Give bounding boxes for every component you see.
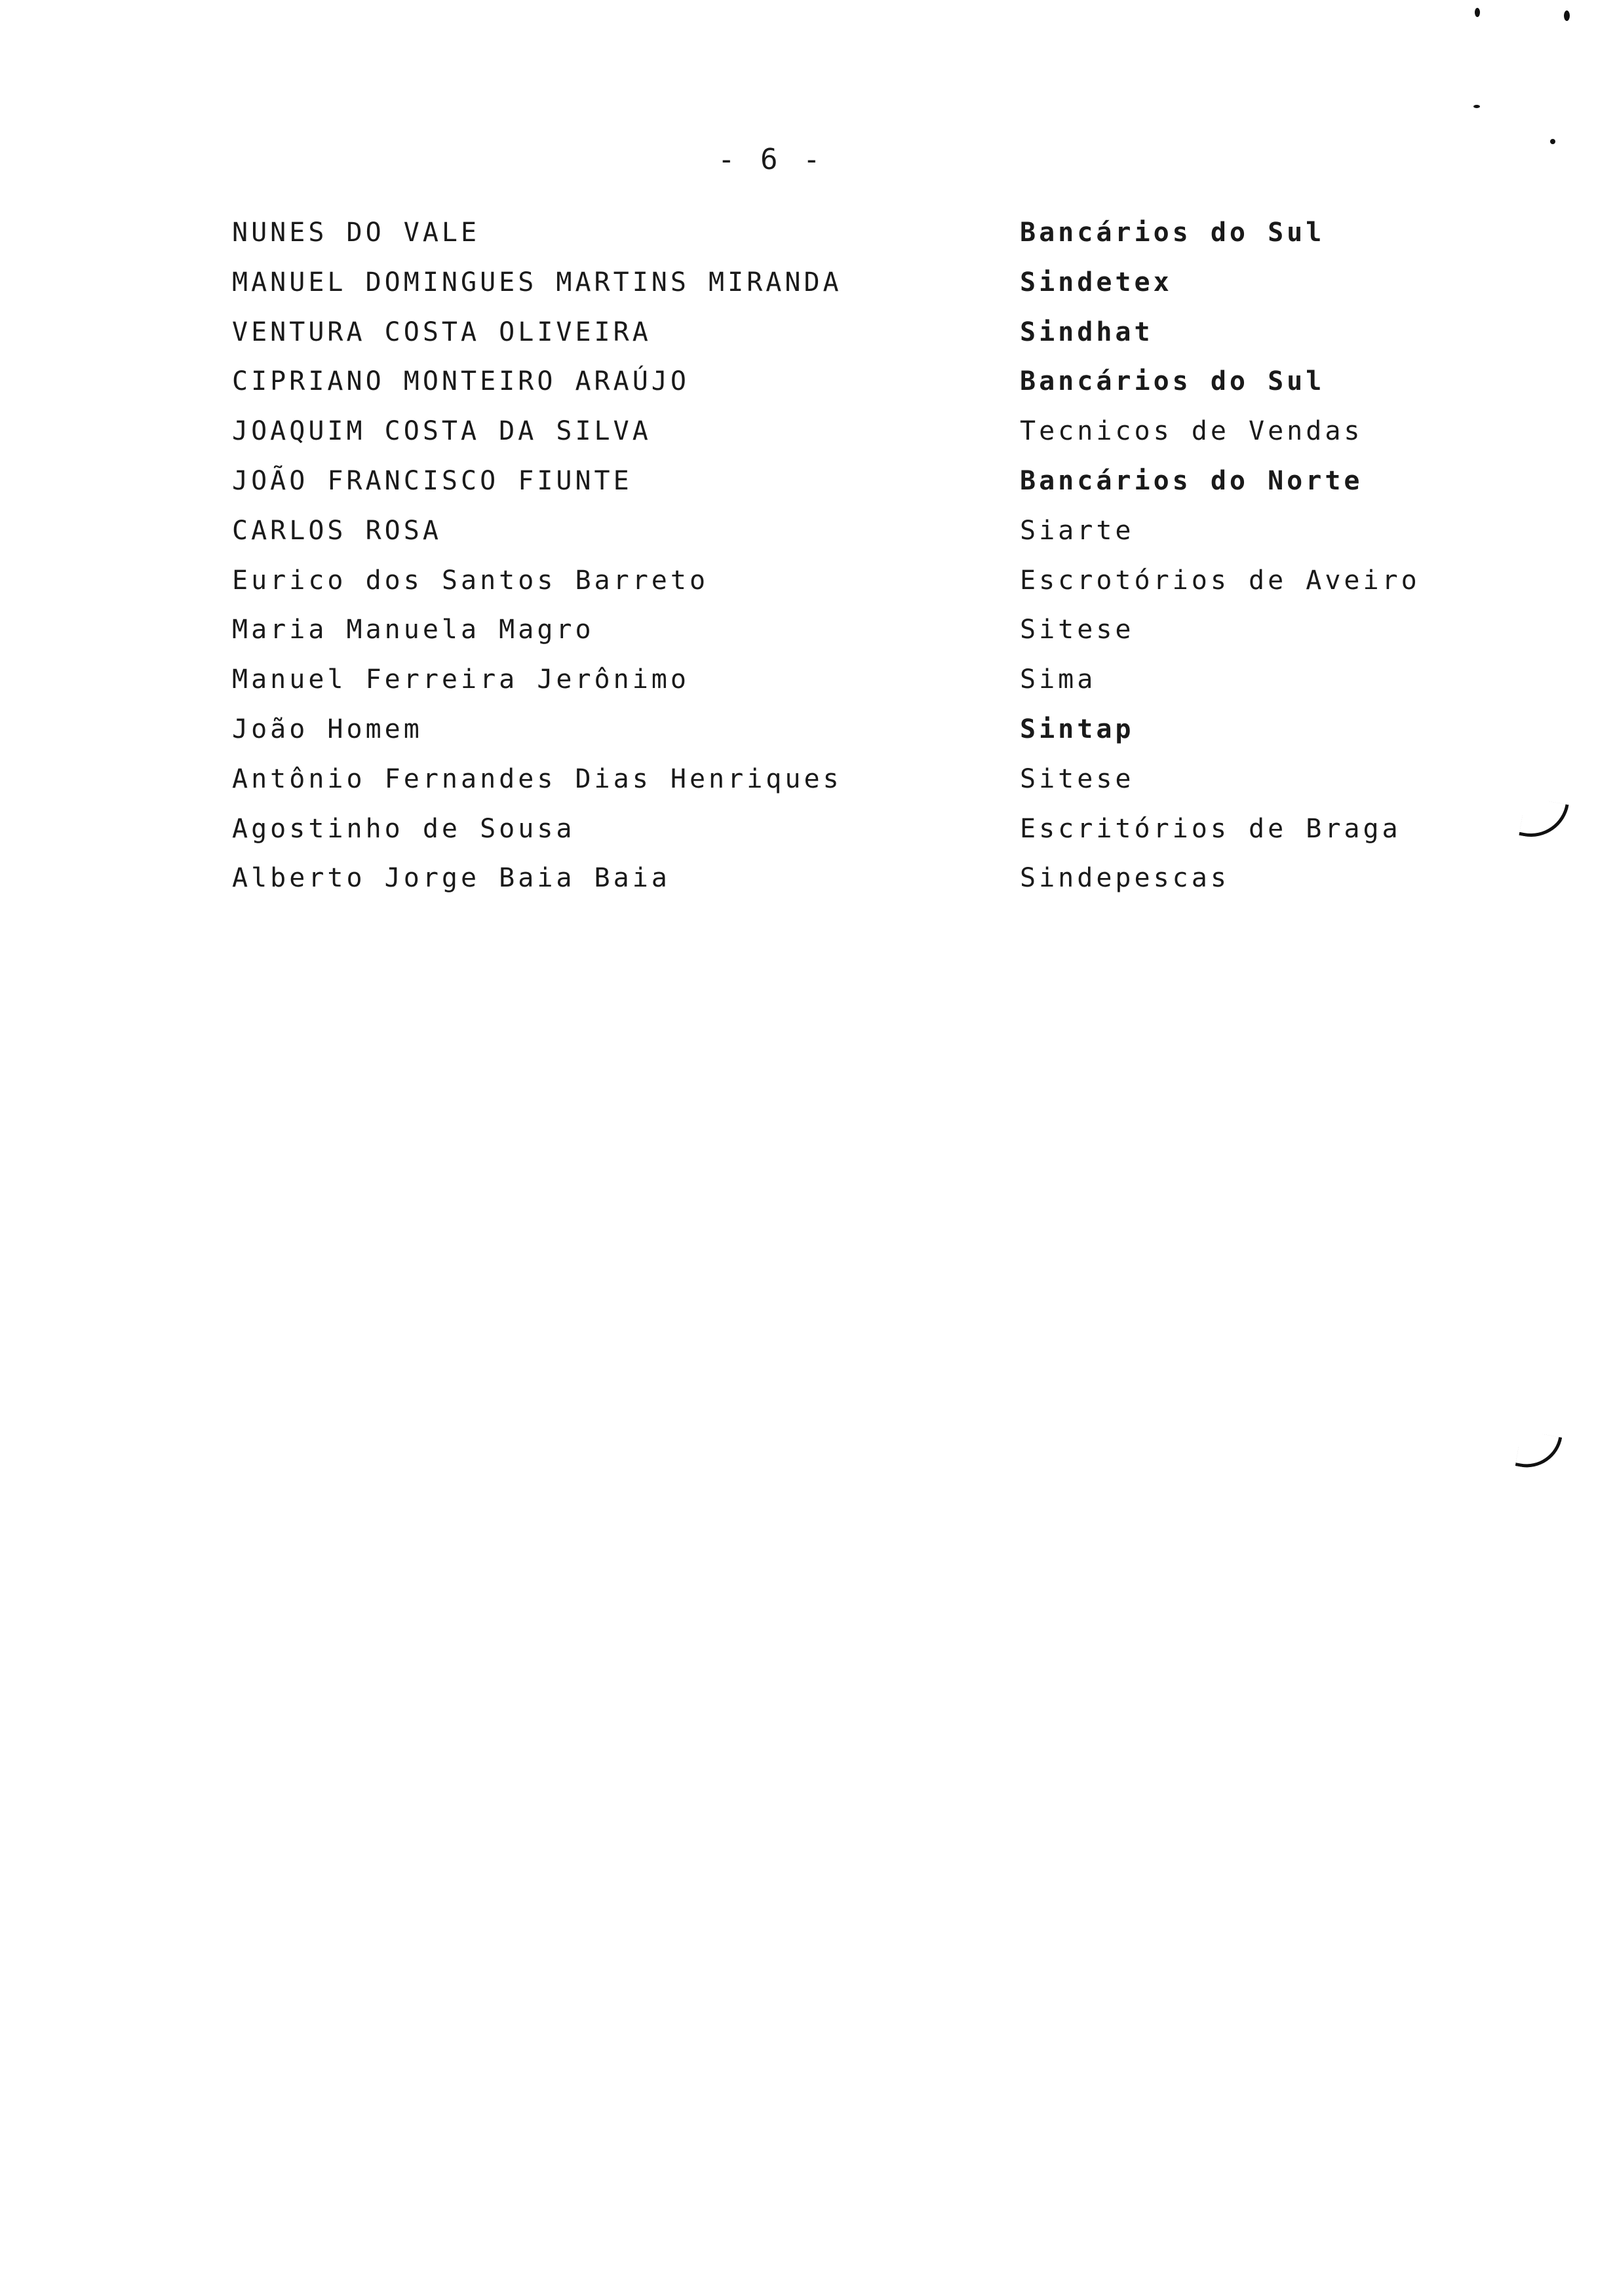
union-entry: Escritórios de Braga xyxy=(1020,813,1401,844)
union-entry: Bancários do Sul xyxy=(1020,218,1325,248)
names-column xyxy=(232,208,842,904)
margin-arc-mark xyxy=(1515,1430,1563,1473)
name-entry: CARLOS ROSA xyxy=(232,515,442,546)
union-entry: Sitese xyxy=(1020,763,1135,794)
union-entry: Siarte xyxy=(1020,515,1135,546)
name-entry: VENTURA COSTA OLIVEIRA xyxy=(232,316,652,347)
union-entry: Sindhat xyxy=(1020,316,1154,347)
union-entry: Bancários do Norte xyxy=(1020,465,1363,496)
union-entry: Sindetex xyxy=(1020,267,1173,297)
name-entry: JOÃO FRANCISCO FIUNTE xyxy=(232,465,632,496)
union-entry: Sima xyxy=(1020,664,1097,695)
union-entry: Sindepescas xyxy=(1020,863,1230,894)
name-entry: Agostinho de Sousa xyxy=(232,813,575,844)
union-entry: Bancários do Sul xyxy=(1020,366,1325,397)
name-entry: CIPRIANO MONTEIRO ARAÚJO xyxy=(232,366,690,397)
scan-speck-mark xyxy=(1475,8,1480,17)
unions-column xyxy=(1020,208,1420,904)
scan-speck-mark xyxy=(1550,139,1555,144)
name-entry: MANUEL DOMINGUES MARTINS MIRANDA xyxy=(232,267,842,297)
name-entry: Alberto Jorge Baia Baia xyxy=(232,863,671,894)
name-entry: Eurico dos Santos Barreto xyxy=(232,565,709,596)
name-entry: Manuel Ferreira Jerônimo xyxy=(232,664,690,695)
union-entry: Sitese xyxy=(1020,615,1135,645)
union-entry: Tecnicos de Vendas xyxy=(1020,416,1363,447)
name-entry: Maria Manuela Magro xyxy=(232,615,594,645)
margin-arc-mark xyxy=(1519,797,1568,843)
union-entry: Sintap xyxy=(1020,714,1135,744)
name-entry: Antônio Fernandes Dias Henriques xyxy=(232,763,842,794)
name-entry: JOAQUIM COSTA DA SILVA xyxy=(232,416,652,447)
scan-speck-mark xyxy=(1564,10,1570,21)
name-entry: João Homem xyxy=(232,714,423,744)
name-entry: NUNES DO VALE xyxy=(232,218,480,248)
union-entry: Escrotórios de Aveiro xyxy=(1020,565,1420,596)
scan-speck-mark xyxy=(1473,105,1480,108)
page-number: - 6 - xyxy=(718,143,825,176)
